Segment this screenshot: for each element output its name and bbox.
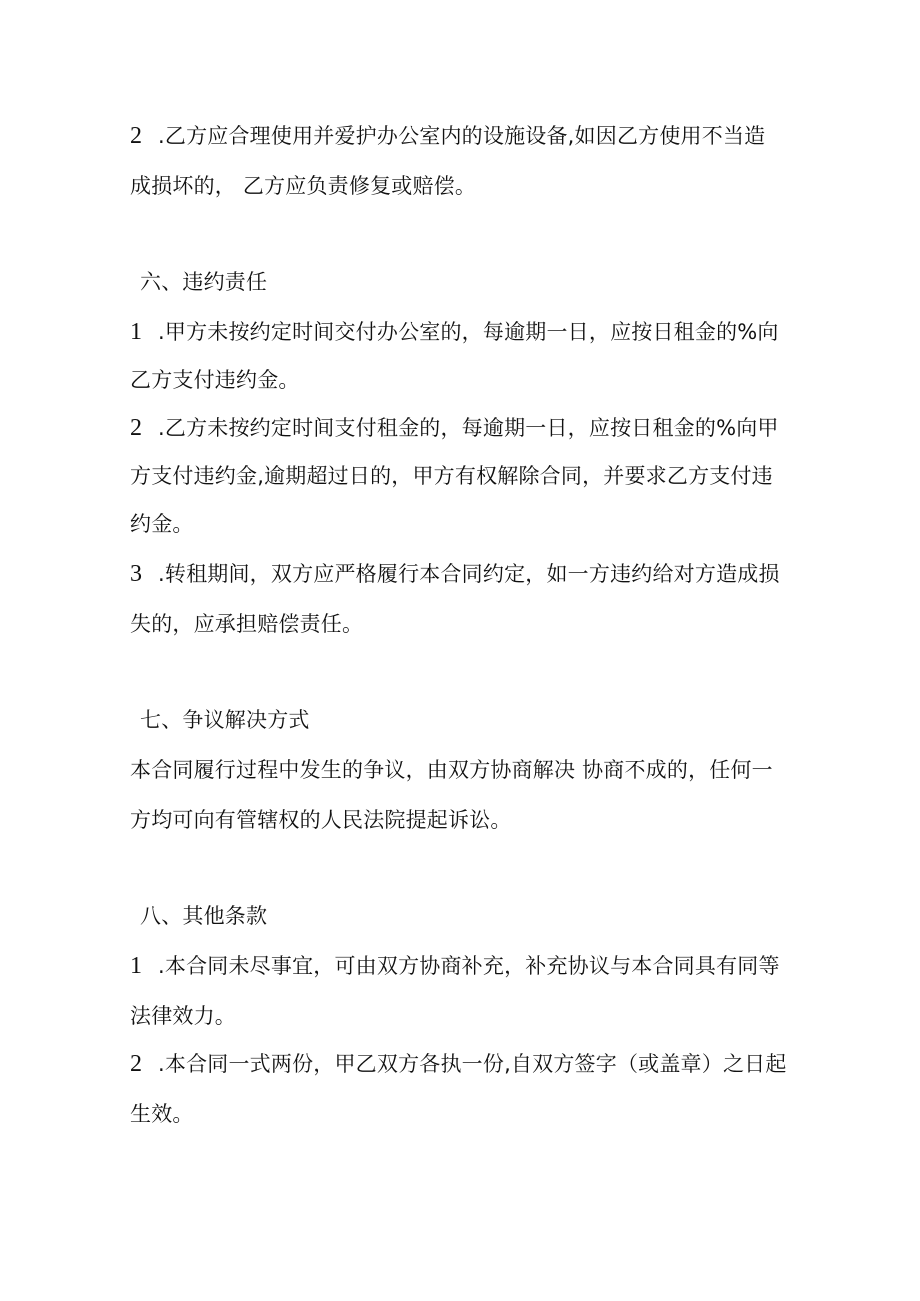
s5-item2-line1	[130, 122, 765, 150]
s8-item2-text1: .本合同一式两份，甲乙双方各执一份,自双方签字（或盖章）之日起	[158, 1052, 787, 1076]
s6-heading: 六、违约责任	[140, 270, 268, 294]
s7-line1: 本合同履行过程中发生的争议，由双方协商解决 协商不成的，任何一	[130, 758, 773, 782]
s6-item2-number: 2	[130, 415, 143, 441]
s5-item2-number: 2	[130, 123, 143, 149]
s6-item2-line3: 约金。	[130, 512, 194, 536]
s7-line2: 方均可向有管辖权的人民法院提起诉讼。	[130, 808, 512, 832]
s8-item2-line1	[130, 1050, 787, 1078]
s6-item3-text1: .转租期间，双方应严格履行本合同约定，如一方违约给对方造成损	[158, 562, 780, 586]
s6-item3-line1	[130, 560, 780, 588]
s6-item1-line2: 乙方支付违约金。	[130, 368, 300, 392]
s5-item2-line2: 成损坏的， 乙方应负责修复或赔偿。	[130, 174, 477, 198]
s7-heading: 七、争议解决方式	[140, 708, 310, 732]
s8-item1-line1	[130, 952, 780, 980]
s8-item2-number: 2	[130, 1051, 143, 1077]
s8-item2-line2: 生效。	[130, 1102, 194, 1126]
s8-item1-line2: 法律效力。	[130, 1004, 236, 1028]
s8-item1-number: 1	[130, 953, 143, 979]
s6-item3-line2: 失的，应承担赔偿责任。	[130, 612, 364, 636]
s5-item2-text1: .乙方应合理使用并爱护办公室内的设施设备,如因乙方使用不当造	[158, 124, 766, 148]
s6-item3-number: 3	[130, 561, 143, 587]
s8-item1-text1: .本合同未尽事宜，可由双方协商补充，补充协议与本合同具有同等	[158, 954, 780, 978]
s6-item2-line1	[130, 414, 779, 442]
s6-item1-number: 1	[130, 319, 143, 345]
s6-item2-text1: .乙方未按约定时间支付租金的，每逾期一日，应按日租金的%向甲	[158, 416, 779, 440]
s6-item1-text1: .甲方未按约定时间交付办公室的，每逾期一日，应按日租金的%向	[158, 320, 779, 344]
s6-item2-line2: 方支付违约金,逾期超过日的，甲方有权解除合同，并要求乙方支付违	[130, 464, 773, 488]
s6-item1-line1	[130, 318, 779, 346]
s8-heading: 八、其他条款	[140, 904, 268, 928]
